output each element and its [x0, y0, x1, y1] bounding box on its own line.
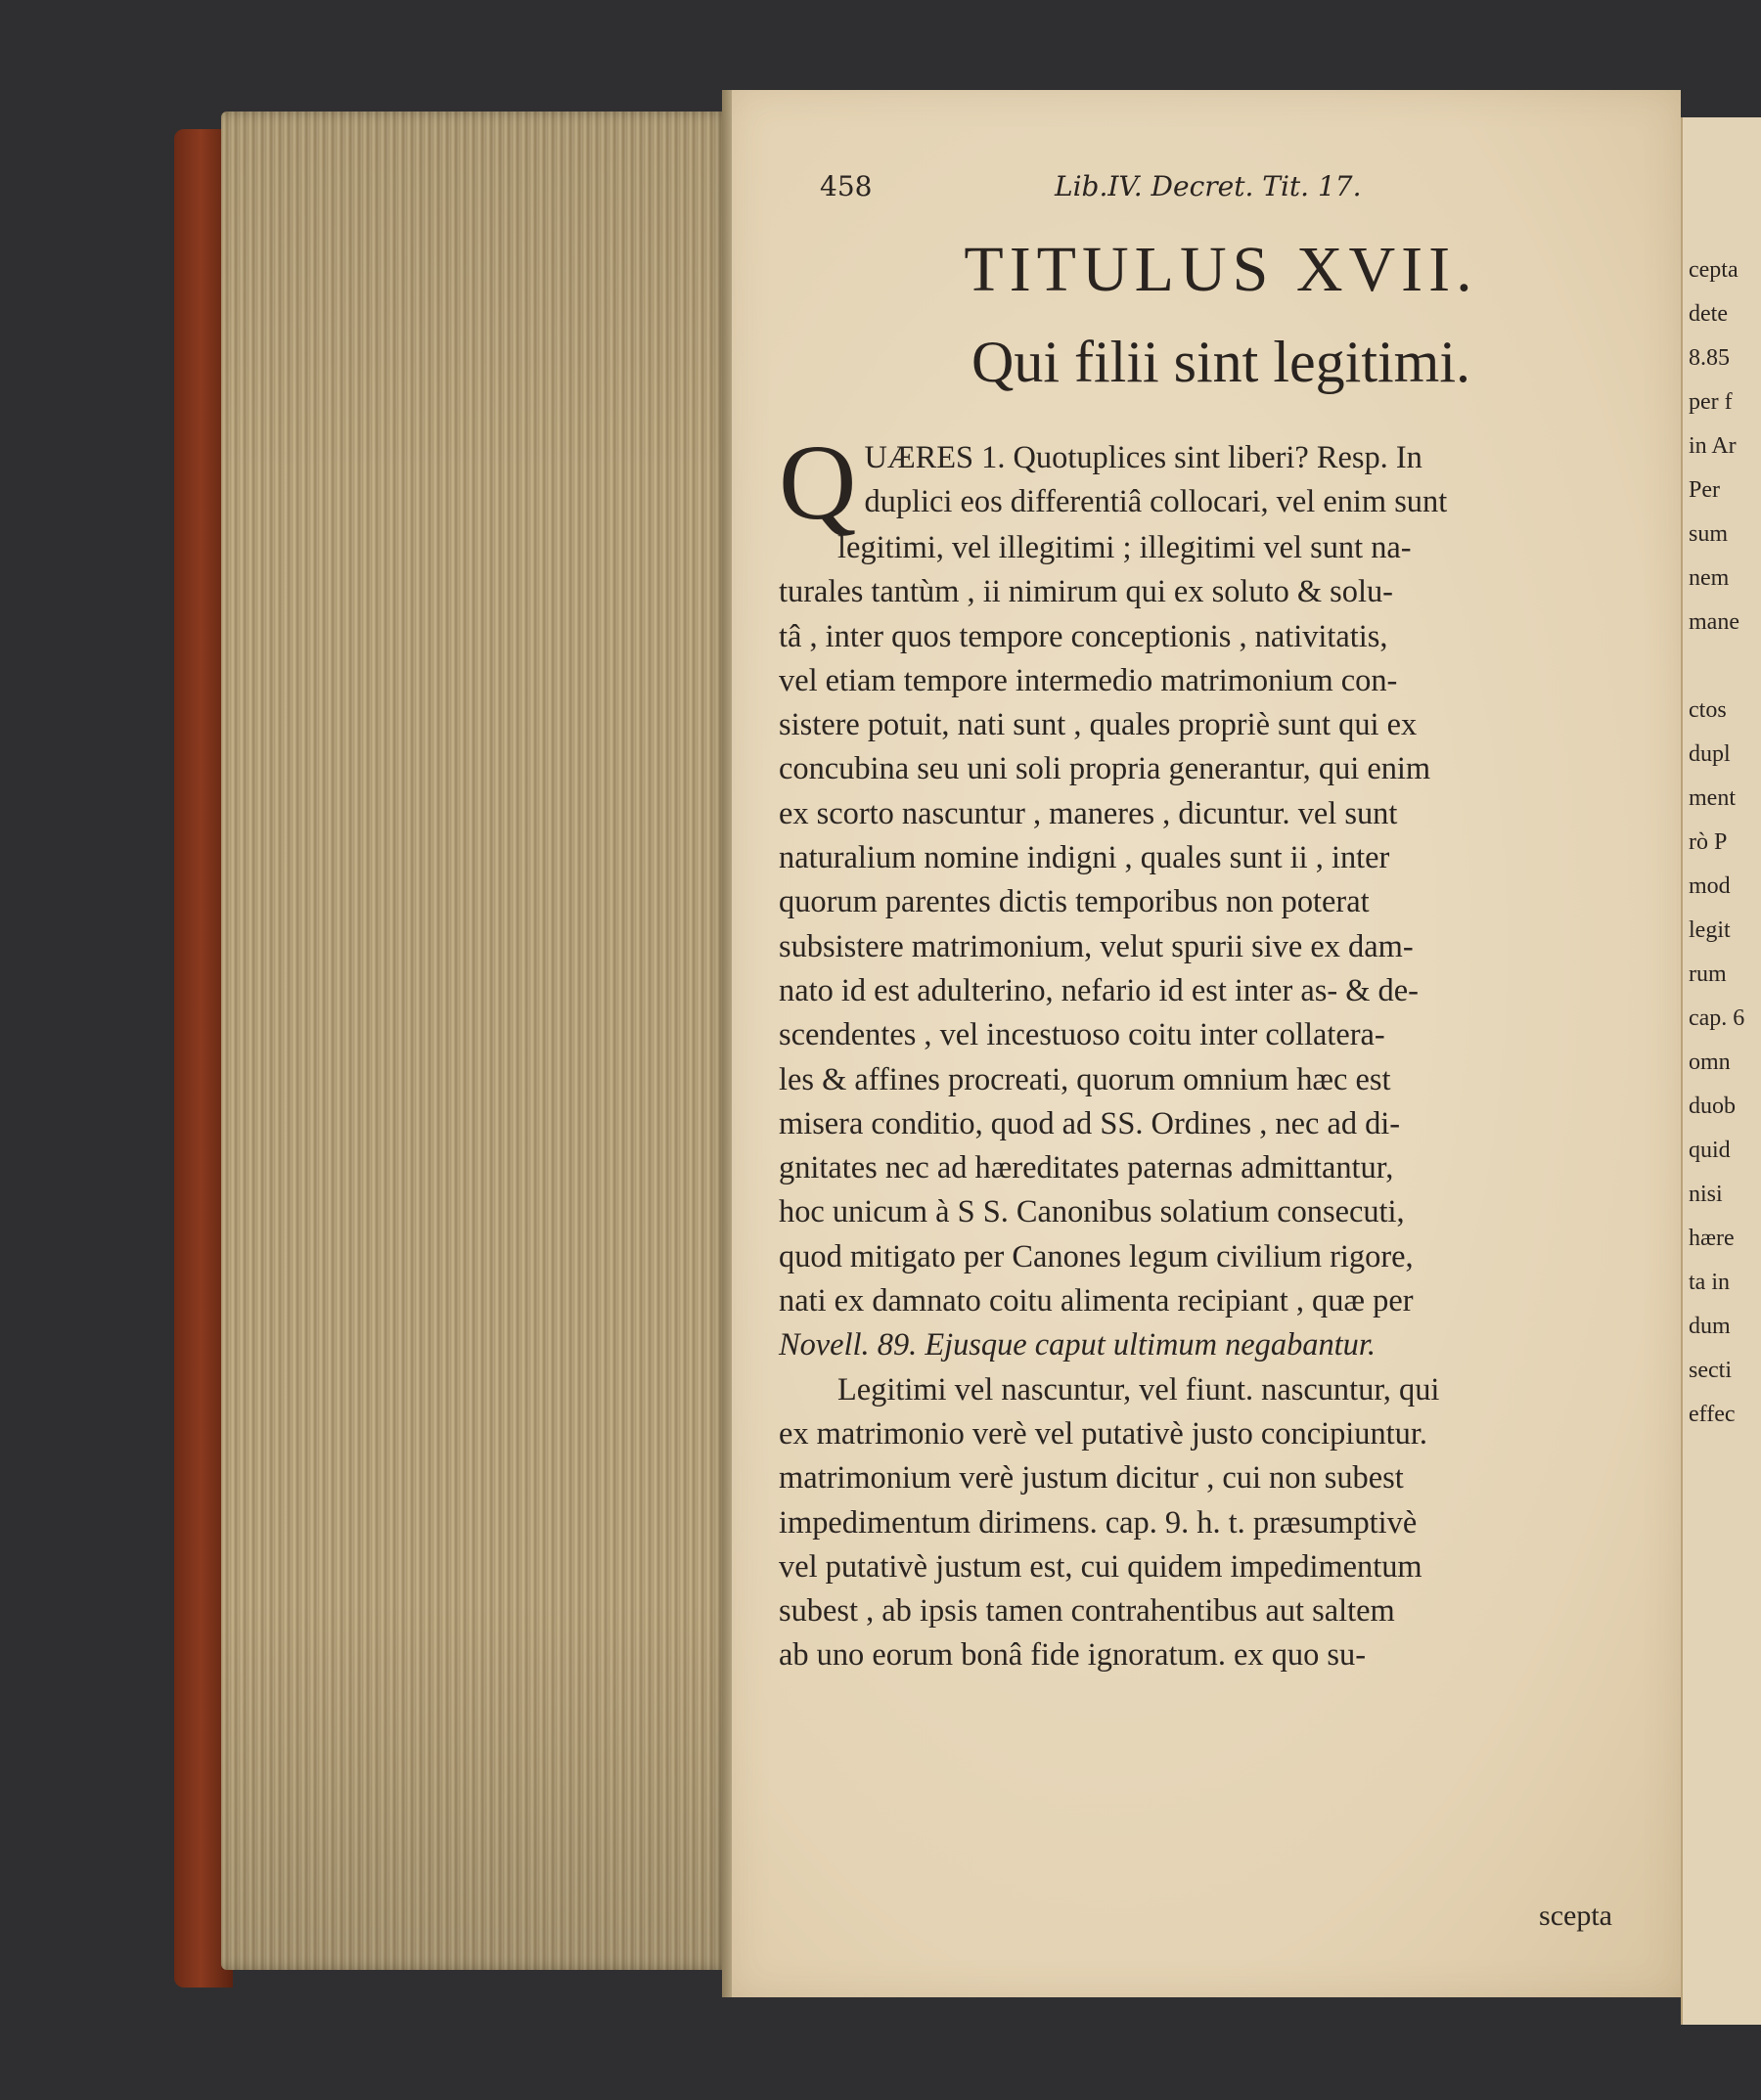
- page-edges: [221, 112, 730, 1970]
- text-line: nato id est adulterino, nefario id est inter as- & de-: [779, 972, 1419, 1008]
- fragment-line: dupl: [1689, 741, 1731, 767]
- text-line: subest , ab ipsis tamen contrahentibus aut saltem: [779, 1593, 1395, 1630]
- text-line: duplici eos differentiâ collocari, vel enim sunt: [864, 484, 1448, 520]
- text-line: sistere potuit, nati sunt , quales propriè sunt qui ex: [779, 707, 1418, 743]
- text-line: subsistere matrimonium, velut spurii sive ex dam-: [779, 928, 1414, 964]
- fragment-line: sum: [1689, 521, 1729, 547]
- text-line: vel putativè justum est, cui quidem impedimentum: [779, 1548, 1422, 1585]
- text-line: Legitimi vel nascuntur, vel fiunt. nascuntur, qui: [837, 1371, 1440, 1407]
- text-line: matrimonium verè justum dicitur , cui non subest: [779, 1460, 1404, 1497]
- text-line: quorum parentes dictis temporibus non poterat: [779, 884, 1370, 920]
- text-line: tâ , inter quos tempore conceptionis , nativitatis,: [779, 618, 1388, 654]
- fragment-line: Per: [1689, 477, 1720, 503]
- drop-cap: Q: [779, 423, 857, 542]
- section-title: TITULUS XVII.: [964, 234, 1478, 305]
- fragment-line: nem: [1689, 565, 1730, 591]
- fragment-line: hære: [1689, 1226, 1735, 1251]
- fragment-line: nisi: [1689, 1182, 1723, 1207]
- fragment-line: mane: [1689, 609, 1739, 635]
- fragment-line: ment: [1689, 785, 1736, 811]
- fragment-line: rò P: [1689, 829, 1728, 855]
- fragment-line: ta in: [1689, 1270, 1730, 1295]
- text-line: misera conditio, quod ad SS. Ordines , nec ad di-: [779, 1105, 1401, 1141]
- fragment-line: quid: [1689, 1138, 1731, 1163]
- open-book: [174, 90, 1745, 1997]
- fragment-line: 8.85: [1689, 345, 1730, 371]
- fragment-line: cepta: [1689, 257, 1738, 283]
- text-line: scendentes , vel incestuoso coitu inter collatera-: [779, 1017, 1385, 1053]
- fragment-line: effec: [1689, 1402, 1736, 1427]
- text-line: gnitates nec ad hæreditates paternas admittantur,: [779, 1150, 1394, 1186]
- text-line: naturalium nomine indigni , quales sunt ii , inter: [779, 840, 1390, 876]
- running-head: [820, 170, 1622, 213]
- fragment-line: legit: [1689, 917, 1731, 943]
- fragment-line: ctos: [1689, 697, 1727, 723]
- text-line: UÆRES 1. Quotuplices sint liberi? Resp. In: [864, 440, 1422, 475]
- page-number: 458: [820, 170, 873, 202]
- right-page-fragment: [1681, 117, 1761, 2025]
- text-line: legitimi, vel illegitimi ; illegitimi vel sunt na-: [837, 530, 1412, 565]
- text-line: vel etiam tempore intermedio matrimonium con-: [779, 662, 1398, 698]
- running-headline: Lib.IV. Decret. Tit. 17.: [1055, 170, 1362, 202]
- fragment-line: duob: [1689, 1094, 1736, 1119]
- text-line: Novell. 89. Ejusque caput ultimum negabantur.: [779, 1327, 1376, 1363]
- fragment-line: per f: [1689, 389, 1733, 415]
- right-page-text: [1689, 248, 1757, 1437]
- text-line: hoc unicum à S S. Canonibus solatium consecuti,: [779, 1194, 1405, 1230]
- text-line: concubina seu uni soli propria generantur, qui enim: [779, 751, 1431, 787]
- fragment-line: mod: [1689, 873, 1731, 899]
- body-text: [779, 423, 1640, 1678]
- left-page: [732, 90, 1681, 1997]
- fragment-line: cap. 6: [1689, 1005, 1745, 1031]
- text-line: ex matrimonio verè vel putativè justo concipiuntur.: [779, 1415, 1427, 1452]
- text-line: les & affines procreati, quorum omnium hæc est: [779, 1061, 1391, 1097]
- fragment-line: rum: [1689, 961, 1727, 987]
- section-subtitle: Qui filii sint legitimi.: [971, 330, 1470, 394]
- text-line: turales tantùm , ii nimirum qui ex soluto & solu-: [779, 574, 1393, 610]
- fragment-line: omn: [1689, 1050, 1731, 1075]
- text-line: ab uno eorum bonâ fide ignoratum. ex quo su-: [779, 1637, 1366, 1674]
- text-line: impedimentum dirimens. cap. 9. h. t. præsumptivè: [779, 1504, 1418, 1541]
- text-line: ex scorto nascuntur , maneres , dicuntur. vel sunt: [779, 795, 1398, 831]
- catchword: scepta: [1539, 1899, 1612, 1932]
- fragment-line: in Ar: [1689, 433, 1737, 459]
- fragment-line: dete: [1689, 301, 1728, 327]
- fragment-line: dum: [1689, 1314, 1731, 1339]
- fragment-line: [1689, 645, 1757, 689]
- text-line: nati ex damnato coitu alimenta recipiant , quæ per: [779, 1283, 1414, 1319]
- fragment-line: secti: [1689, 1358, 1732, 1383]
- text-line: quod mitigato per Canones legum civilium rigore,: [779, 1238, 1414, 1274]
